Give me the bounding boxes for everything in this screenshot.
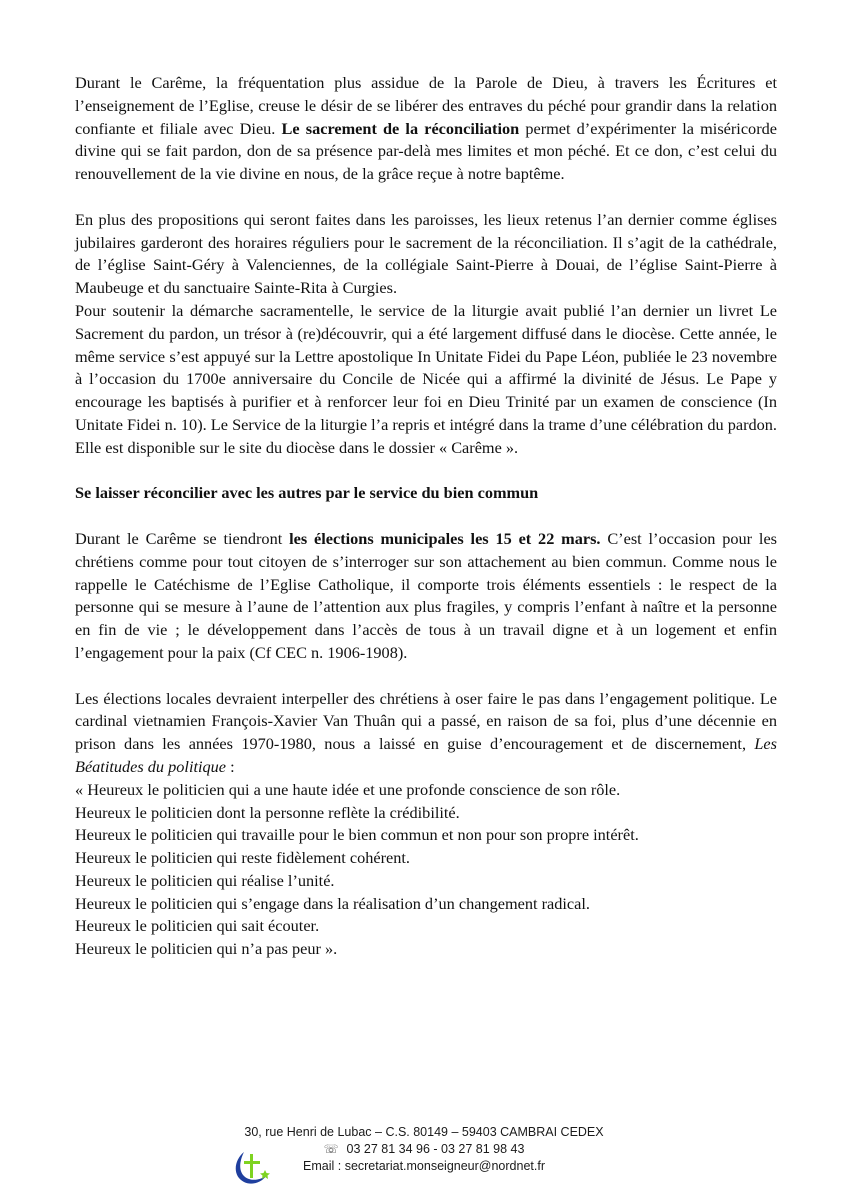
spacer [75,505,777,528]
text: Durant le Carême se tiendront [75,528,290,548]
beatitude-line: Heureux le politicien dont la personne reflète la crédibilité. [75,802,460,822]
spacer [75,665,777,688]
paragraph-elections [75,528,777,665]
bold-text: Le sacrement de la réconciliation [281,118,520,138]
italic-title: Les Béatitudes du politique [75,734,777,776]
paragraph-liturgy-service: Pour soutenir la démarche sacramentelle, le service de la liturgie avait publié l’an dernier un livret Le Sacrement du pardon, un trésor à (re)découvrir, qui a été largement diffusé dans le diocèse. Cette année, le même service s’est appuyé sur la Lettre apostolique In Unitate Fidei du Pape Léon, publiée le 23 novembre à l’occasion du 1700e anniversaire du Concile de Nicée qui a affirmé la divinité de Jésus. Le Pape y encourage les baptisés à purifier et à renforcer leur foi en Dieu Trinité par un examen de conscience (In Unitate Fidei n. 10). Le Service de la liturgie l’a repris et intégré dans la trame d’une célébration du pardon. Elle est disponible sur le site du diocèse dans le dossier « Carême ». [75,300,777,457]
document-body [75,72,777,961]
text: : [226,756,235,776]
footer-email: Email : secretariat.monseigneur@nordnet.fr [303,1159,545,1173]
section-heading: Se laisser réconcilier avec les autres par le service du bien commun [75,483,539,503]
paragraph-jubilee-churches: En plus des propositions qui seront faites dans les paroisses, les lieux retenus l’an dernier comme églises jubilaires garderont des horaires réguliers pour le sacrement de la réconciliation. Il s’agit de la cathédrale, de l’église Saint-Géry à Valenciennes, de la collégiale Saint-Pierre à Douai, de l’église Saint-Pierre à Maubeuge et du sanctuaire Sainte-Rita à Curgies. [75,209,777,298]
footer-address: 30, rue Henri de Lubac – C.S. 80149 – 59403 CAMBRAI CEDEX [244,1125,604,1139]
spacer [75,186,777,209]
beatitude-line: Heureux le politicien qui réalise l’unité. [75,870,335,890]
bold-text: les élections municipales les 15 et 22 mars. [289,528,601,548]
footer [0,1124,848,1175]
beatitudes-list [75,779,777,961]
beatitude-line: Heureux le politicien qui s’engage dans la réalisation d’un changement radical. [75,893,590,913]
paragraph-confession [75,72,777,186]
phone-numbers: 03 27 81 34 96 - 03 27 81 98 43 [346,1142,525,1156]
beatitude-line: Heureux le politicien qui travaille pour le bien commun et non pour son propre intérêt. [75,825,639,845]
beatitude-line: Heureux le politicien qui n’a pas peur ». [75,939,338,959]
paragraph-van-thuan [75,688,777,779]
text: permet d’expérimenter la miséricorde divine qui se fait pardon, don de sa présence par-delà mes limites et mon péché. Et ce don, c’est celui du renouvellement de la vie divine en nous, de la grâce reçue à notre baptême. [75,118,777,184]
footer-phones [0,1141,848,1158]
phone-icon: ☏ [323,1142,339,1156]
beatitude-line: « Heureux le politicien qui a une haute idée et une profonde conscience de son rôle. [75,779,621,799]
text: Les élections locales devraient interpeller des chrétiens à oser faire le pas dans l’engagement politique. Le cardinal vietnamien François-Xavier Van Thuân qui a passé, en raison de sa foi, plus d’une décennie en prison dans les années 1970-1980, nous a laissé en guise d’encouragement et de discernement, [75,688,777,754]
text: Durant le Carême, la fréquentation plus assidue de la Parole de Dieu, à travers les Écritures et l’enseignement de l’Eglise, creuse le désir de se libérer des entraves du péché pour grandir dans la relation confiante et filiale avec Dieu. [75,73,777,138]
beatitude-line: Heureux le politicien qui sait écouter. [75,916,320,936]
spacer [75,460,777,483]
beatitude-line: Heureux le politicien qui reste fidèlement cohérent. [75,848,410,868]
text: C’est l’occasion pour les chrétiens comme pour tout citoyen de s’interroger sur son attachement au bien commun. Comme nous le rappelle le Catéchisme de l’Eglise Catholique, il comporte trois éléments essentiels : le respect de la personne qui se mesure à l’aune de l’attention aux plus fragiles, y compris l’enfant à naître et la personne en fin de vie ; le développement dans l’accès de tous à un travail digne et à un logement et enfin l’engagement pour la paix (Cf CEC n. 1906-1908). [75,528,778,662]
